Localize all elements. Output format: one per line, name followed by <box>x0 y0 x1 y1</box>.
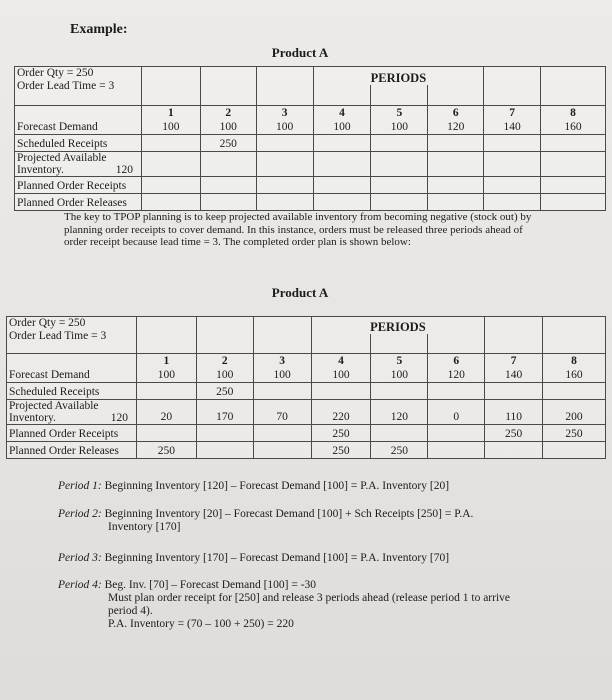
t2-forecast-p2: 2 100 <box>196 354 253 383</box>
t2-receipts-p5 <box>371 425 428 442</box>
t2-releases-p3 <box>253 442 311 459</box>
row-label-planned-receipts-2: Planned Order Receipts <box>7 425 137 442</box>
lead-time-label: Order Lead Time = 3 <box>17 80 115 92</box>
t2-receipts-p7: 250 <box>485 425 543 442</box>
t2-releases-p8 <box>543 442 606 459</box>
t1-forecast-p3: 3 100 <box>256 106 313 135</box>
row-label-planned-receipts: Planned Order Receipts <box>15 177 142 194</box>
calc-period-3: Period 3: Beginning Inventory [170] – Forecast Demand [100] = P.A. Inventory [70] <box>58 552 450 564</box>
t2-releases-p7 <box>485 442 543 459</box>
t2-scheduled-p3 <box>253 383 311 400</box>
t1-scheduled-p4 <box>313 135 371 152</box>
order-plan-table-completed <box>6 316 606 459</box>
t1-scheduled-p1 <box>141 135 200 152</box>
t1-forecast-p5: 5 100 <box>371 106 428 135</box>
calc-period-4: Period 4: Beg. Inv. [70] – Forecast Demand [100] = -30 Must plan order receipt for [250] and release 3 periods ahead (release period 1 to arrive period 4). P.A. Inventory = (70 – 100 + 250) = 220 <box>58 579 511 630</box>
t2-forecast-p1: 1 100 <box>136 354 196 383</box>
t2-forecast-p3: 3 100 <box>253 354 311 383</box>
explanation-paragraph: The key to TPOP planning is to keep projected available inventory from becoming negative (stock out) by planning order receipts to cover demand. In this instance, orders must be released three periods ahead of order receipt because lead time = 3. The completed order plan is shown below: <box>64 211 532 248</box>
order-plan-table-empty <box>14 66 606 211</box>
t1-forecast-p4: 4 100 <box>313 106 371 135</box>
calc-period-1: Period 1: Beginning Inventory [120] – Forecast Demand [100] = P.A. Inventory [20] <box>58 480 450 492</box>
t2-receipts-p6 <box>428 425 485 442</box>
t2-scheduled-p8 <box>543 383 606 400</box>
t2-releases-p2 <box>196 442 253 459</box>
t1-forecast-p2: 2 100 <box>200 106 256 135</box>
t2-releases-p1: 250 <box>136 442 196 459</box>
row-label-planned-releases: Planned Order Releases <box>15 194 142 211</box>
row-label-projected-2: Projected Available Inventory. 120 <box>7 400 137 425</box>
t2-projected-p4: 220 <box>311 400 371 425</box>
t2-projected-p3: 70 <box>253 400 311 425</box>
t1-scheduled-p7 <box>484 135 541 152</box>
row-label-forecast-2: Forecast Demand <box>7 354 137 383</box>
t2-forecast-p4: 4 100 <box>311 354 371 383</box>
t1-forecast-p7: 7 140 <box>484 106 541 135</box>
t2-scheduled-p2: 250 <box>196 383 253 400</box>
t2-scheduled-p1 <box>136 383 196 400</box>
product-title-1: Product A <box>271 45 329 60</box>
t2-receipts-p3 <box>253 425 311 442</box>
t2-receipts-p8: 250 <box>543 425 606 442</box>
t1-scheduled-p8 <box>541 135 606 152</box>
t2-forecast-p7: 7 140 <box>485 354 543 383</box>
t2-receipts-p1 <box>136 425 196 442</box>
periods-header-2: PERIODS <box>311 317 485 334</box>
t2-forecast-p6: 6 120 <box>428 354 485 383</box>
t2-releases-p5: 250 <box>371 442 428 459</box>
order-qty-label: Order Qty = 250 <box>17 67 94 79</box>
product-title-2: Product A <box>271 285 329 300</box>
calc-period-2: Period 2: Beginning Inventory [20] – Forecast Demand [100] + Sch Receipts [250] = P.A. Inventory [170] <box>58 508 474 533</box>
t2-projected-p8: 200 <box>543 400 606 425</box>
row-label-scheduled: Scheduled Receipts <box>15 135 142 152</box>
t2-receipts-p4: 250 <box>311 425 371 442</box>
lead-time-label-2: Order Lead Time = 3 <box>9 330 107 342</box>
t2-projected-p6: 0 <box>428 400 485 425</box>
order-qty-label-2: Order Qty = 250 <box>9 317 86 329</box>
t2-releases-p4: 250 <box>311 442 371 459</box>
t1-scheduled-p6 <box>428 135 484 152</box>
t1-scheduled-p3 <box>256 135 313 152</box>
t2-scheduled-p7 <box>485 383 543 400</box>
t2-projected-p7: 110 <box>485 400 543 425</box>
t2-releases-p6 <box>428 442 485 459</box>
t2-scheduled-p4 <box>311 383 371 400</box>
example-heading: Example: <box>70 22 128 37</box>
t2-forecast-p8: 8 160 <box>543 354 606 383</box>
row-label-scheduled-2: Scheduled Receipts <box>7 383 137 400</box>
t2-projected-p5: 120 <box>371 400 428 425</box>
t2-receipts-p2 <box>196 425 253 442</box>
t2-scheduled-p5 <box>371 383 428 400</box>
t1-scheduled-p5 <box>371 135 428 152</box>
t1-scheduled-p2: 250 <box>200 135 256 152</box>
row-label-forecast: Forecast Demand <box>15 106 142 135</box>
row-label-projected: Projected Available Inventory. 120 <box>15 152 142 177</box>
t1-forecast-p1: 1 100 <box>141 106 200 135</box>
t2-projected-p2: 170 <box>196 400 253 425</box>
row-label-planned-releases-2: Planned Order Releases <box>7 442 137 459</box>
t1-forecast-p8: 8 160 <box>541 106 606 135</box>
t2-forecast-p5: 5 100 <box>371 354 428 383</box>
t2-projected-p1: 20 <box>136 400 196 425</box>
t2-scheduled-p6 <box>428 383 485 400</box>
periods-header: PERIODS <box>313 67 484 85</box>
t1-forecast-p6: 6 120 <box>428 106 484 135</box>
